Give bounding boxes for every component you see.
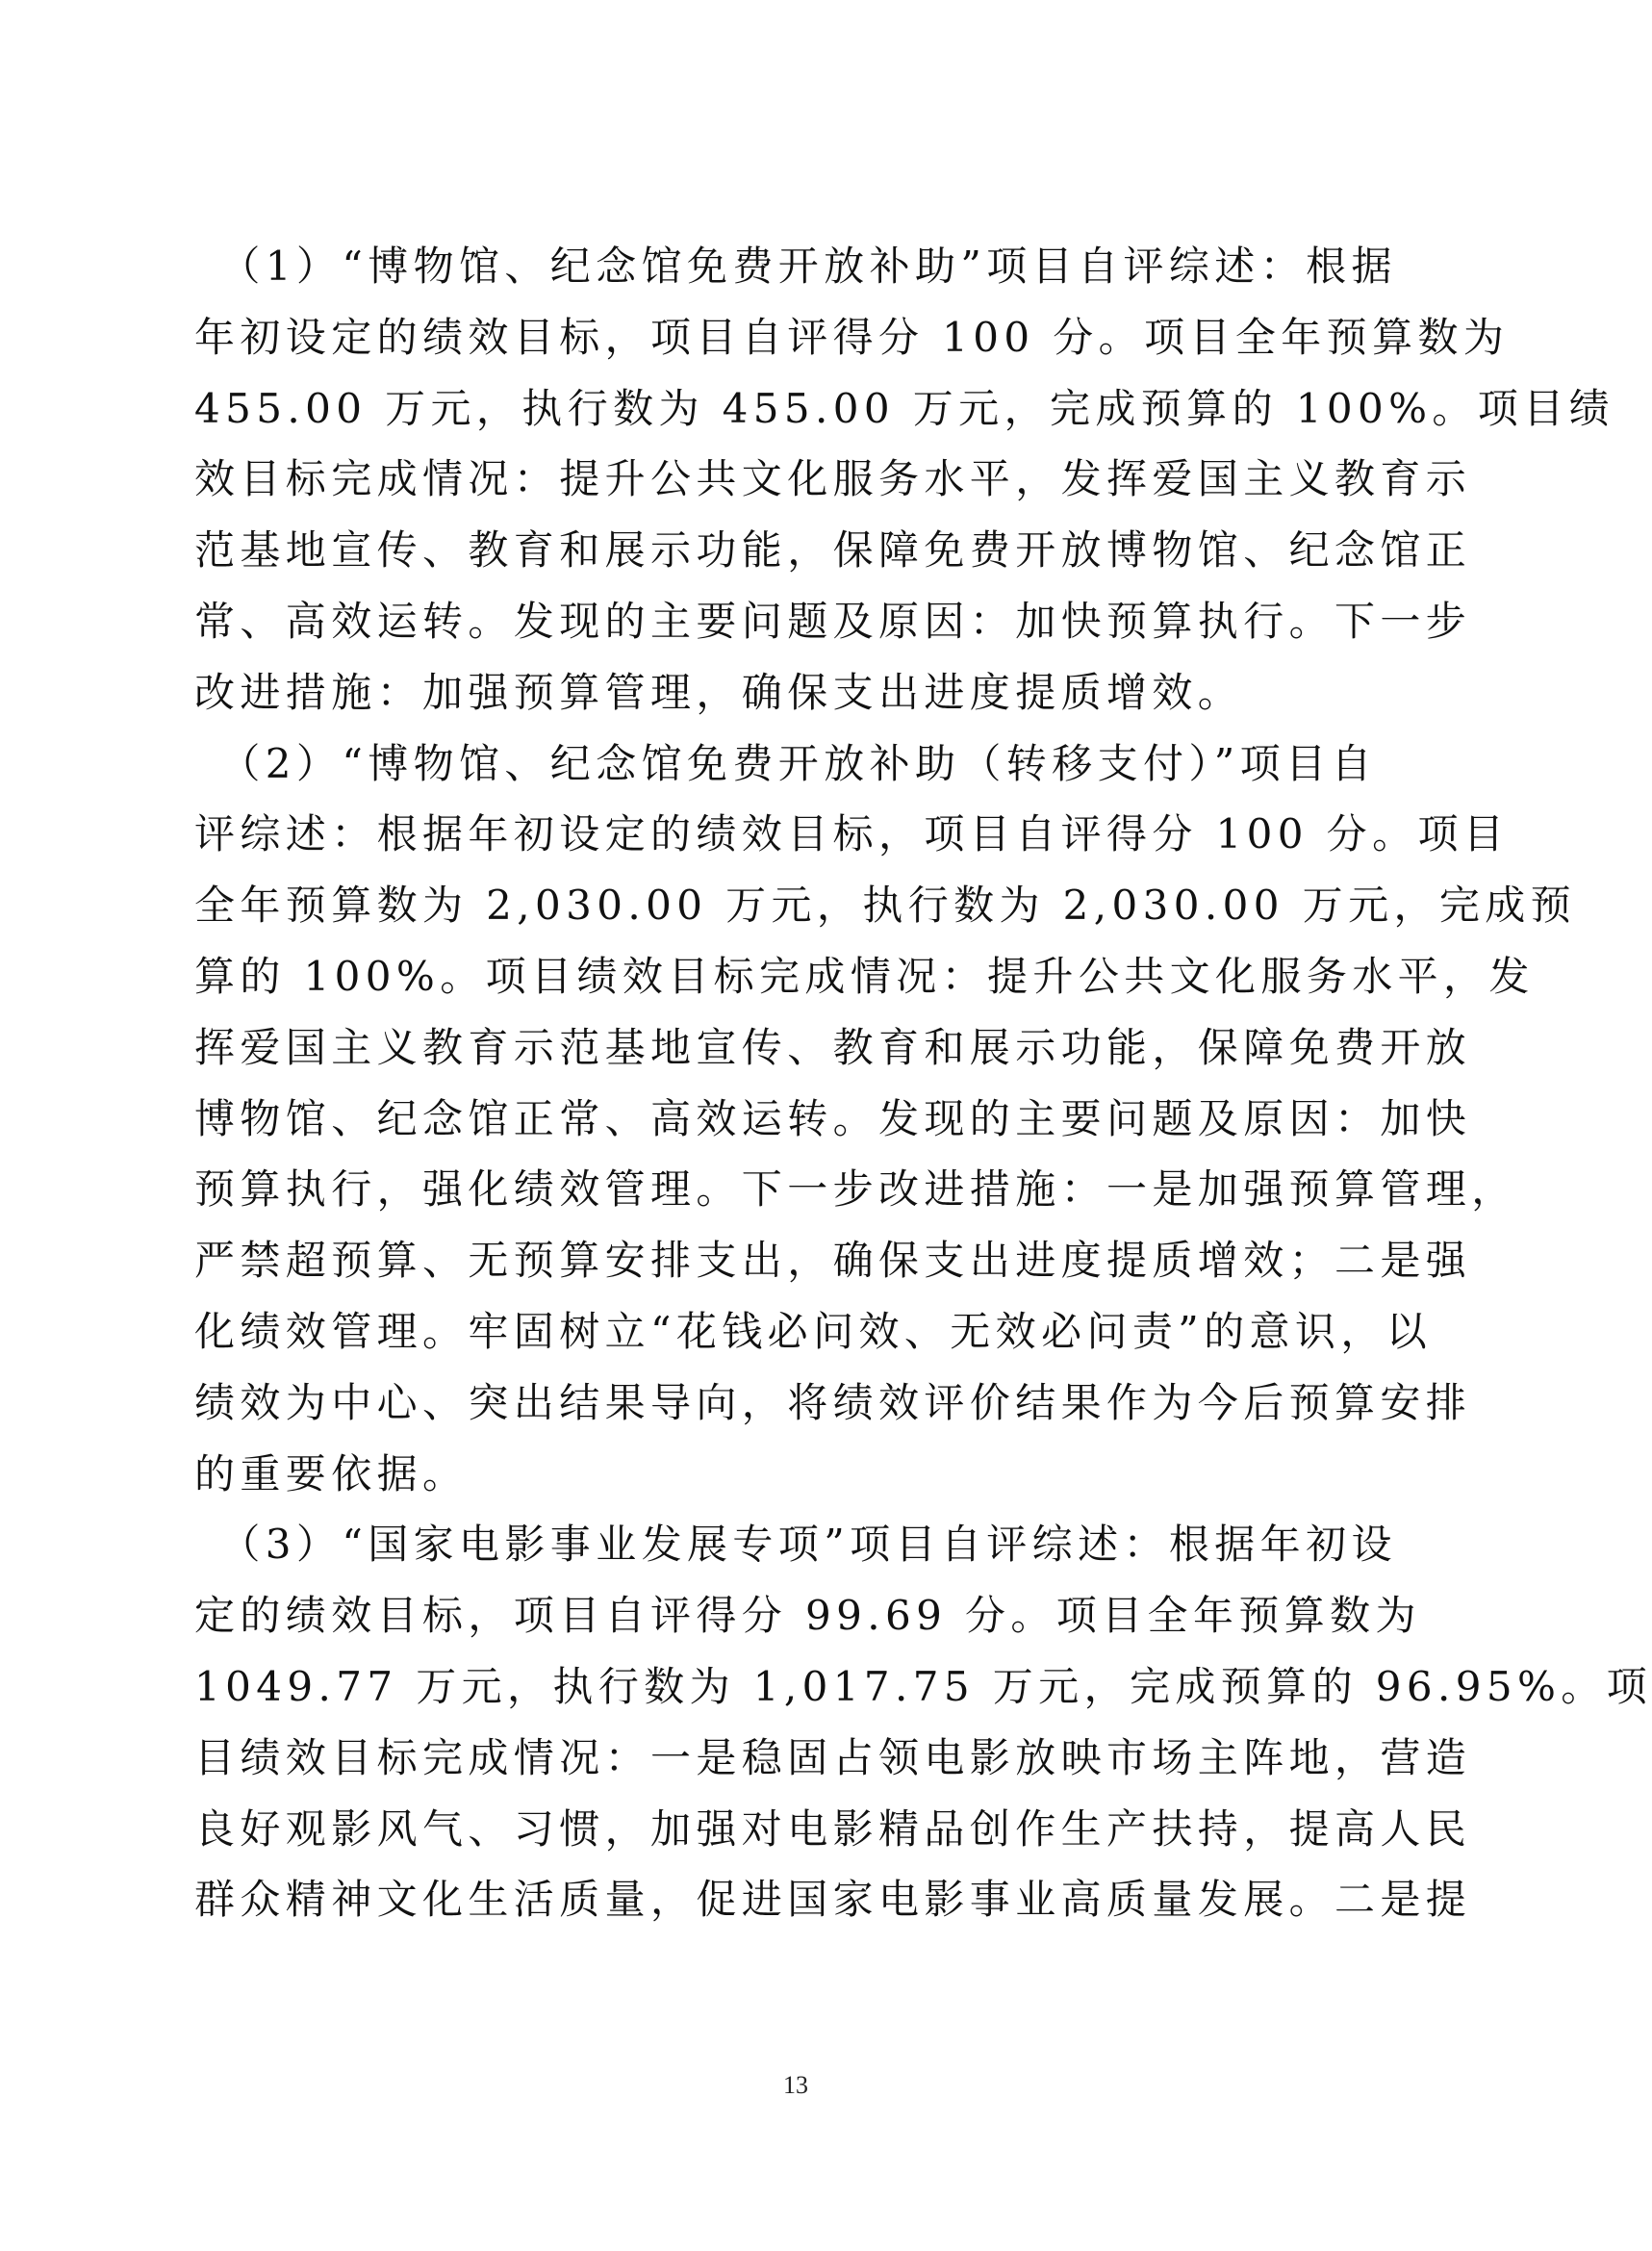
text-line: 455.00 万元，执行数为 455.00 万元，完成预算的 100%。项目绩: [194, 384, 1614, 432]
text-line: 改进措施：加强预算管理，确保支出进度提质增效。: [194, 668, 1244, 716]
text-line: 评综述：根据年初设定的绩效目标，项目自评得分 100 分。项目: [194, 810, 1510, 858]
text-line: 目绩效目标完成情况：一是稳固占领电影放映市场主阵地，营造: [194, 1733, 1472, 1781]
text-line: （3）“国家电影事业发展专项”项目自评综述：根据年初设: [194, 1521, 1397, 1569]
text-line: 博物馆、纪念馆正常、高效运转。发现的主要问题及原因：加快: [194, 1094, 1472, 1142]
text-line: （2）“博物馆、纪念馆免费开放补助（转移支付）”项目自: [194, 739, 1377, 787]
text-line: 效目标完成情况：提升公共文化服务水平，发挥爱国主义教育示: [194, 455, 1472, 503]
text-line: 全年预算数为 2,030.00 万元，执行数为 2,030.00 万元，完成预: [194, 882, 1577, 930]
text-line: 1049.77 万元，执行数为 1,017.75 万元，完成预算的 96.95%。项: [194, 1662, 1652, 1710]
text-line: 范基地宣传、教育和展示功能，保障免费开放博物馆、纪念馆正: [194, 526, 1472, 575]
text-line: （1）“博物馆、纪念馆免费开放补助”项目自评综述：根据: [194, 243, 1397, 290]
text-line: 常、高效运转。发现的主要问题及原因：加快预算执行。下一步: [194, 597, 1472, 645]
text-line: 预算执行，强化绩效管理。下一步改进措施：一是加强预算管理，: [194, 1165, 1517, 1214]
text-line: 化绩效管理。牢固树立“花钱必问效、无效必问责”的意识，以: [194, 1307, 1433, 1355]
text-line: 良好观影风气、习惯，加强对电影精品创作生产扶持，提高人民: [194, 1804, 1472, 1853]
text-line: 定的绩效目标，项目自评得分 99.69 分。项目全年预算数为: [194, 1592, 1421, 1640]
text-line: 年初设定的绩效目标，项目自评得分 100 分。项目全年预算数为: [194, 313, 1510, 361]
text-line: 群众精神文化生活质量，促进国家电影事业高质量发展。二是提: [194, 1876, 1472, 1924]
text-line: 严禁超预算、无预算安排支出，确保支出进度提质增效；二是强: [194, 1237, 1472, 1285]
text-line: 算的 100%。项目绩效目标完成情况：提升公共文化服务水平，发: [194, 952, 1535, 1000]
body-text: [194, 231, 1652, 1935]
text-line: 的重要依据。: [194, 1449, 469, 1497]
text-line: 绩效为中心、突出结果导向，将绩效评价结果作为今后预算安排: [194, 1378, 1472, 1426]
text-line: 挥爱国主义教育示范基地宣传、教育和展示功能，保障免费开放: [194, 1023, 1472, 1071]
page-number: 13: [783, 2071, 808, 2099]
